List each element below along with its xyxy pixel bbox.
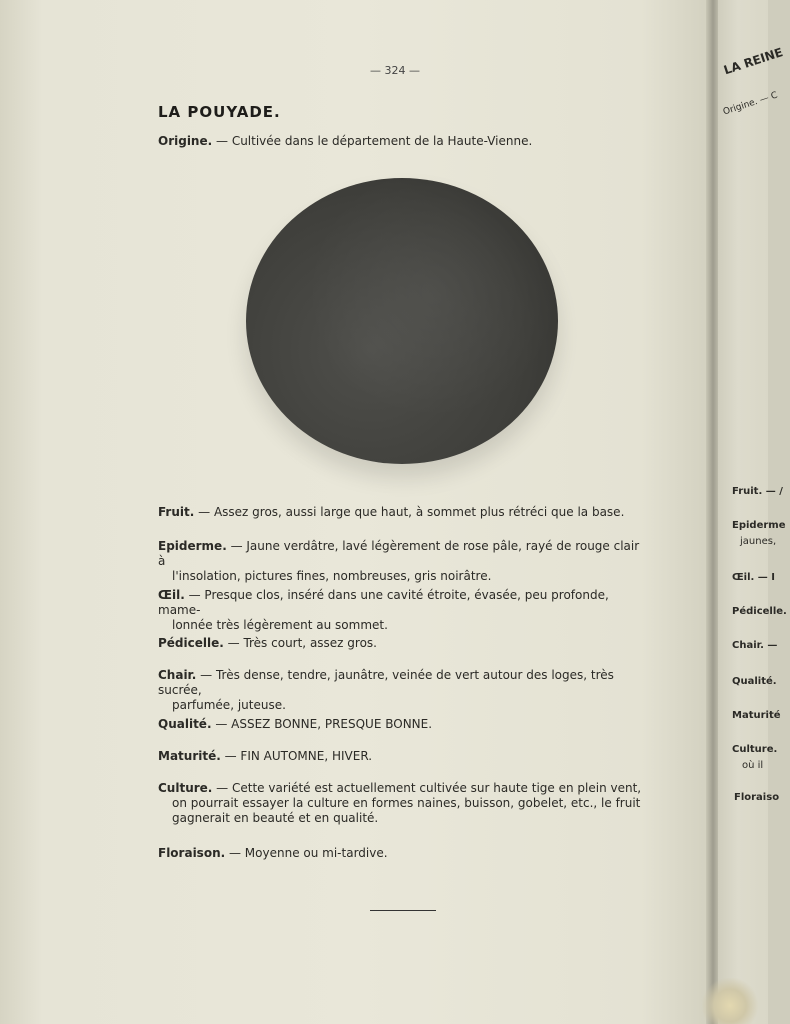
page-title: LA POUYADE.: [158, 103, 281, 121]
entry-label: Epiderme.: [158, 539, 227, 553]
entry-floraison: [158, 846, 643, 861]
entry-text-cont: parfumée, juteuse.: [172, 698, 286, 712]
entry-label: Fruit.: [158, 505, 195, 519]
entry-text: — Jaune verdâtre, lavé légèrement de rose pâle, rayé de rouge clair à: [158, 539, 640, 568]
entry-qualite: [158, 717, 643, 732]
entry-text: — Presque clos, inséré dans une cavité étroite, évasée, peu profonde, mame-: [158, 588, 609, 617]
origin-text: — Cultivée dans le département de la Haute-Vienne.: [212, 134, 533, 148]
origin-line: [158, 134, 532, 148]
right-page-origin: Origine. — C: [722, 90, 779, 118]
right-label-culture: Culture.: [732, 744, 778, 755]
right-label-fruit: Fruit. — /: [732, 486, 783, 497]
right-page: [718, 0, 787, 1024]
entry-oeil: [158, 588, 643, 633]
right-label-qualite: Qualité.: [732, 676, 777, 687]
entry-pedicelle: [158, 636, 643, 651]
entry-label: Œil.: [158, 588, 185, 602]
entry-text-cont: gagnerait en beauté et en qualité.: [172, 811, 379, 825]
entry-label: Maturité.: [158, 749, 221, 763]
entry-text-cont: l'insolation, pictures fines, nombreuses, gris noirâtre.: [172, 569, 492, 583]
corner-stamp: [700, 978, 760, 1024]
fruit-illustration: [246, 178, 558, 464]
end-rule: [370, 910, 436, 911]
entry-text: — Assez gros, aussi large que haut, à sommet plus rétréci que la base.: [194, 505, 625, 519]
entry-culture: [158, 781, 643, 826]
entry-fruit: [158, 505, 643, 520]
right-label-floraison: Floraiso: [734, 792, 780, 803]
right-label-ou-il: où il: [742, 760, 764, 771]
right-label-maturite: Maturité: [732, 710, 781, 721]
right-label-oeil: Œil. — I: [732, 572, 776, 583]
entry-label: Floraison.: [158, 846, 226, 860]
entry-text: — Cette variété est actuellement cultivée sur haute tige en plein vent,: [212, 781, 642, 795]
entry-text: — Très court, assez gros.: [223, 636, 377, 650]
entry-text: — ASSEZ BONNE, PRESQUE BONNE.: [211, 717, 433, 731]
origin-label: Origine.: [158, 134, 213, 148]
right-label-pedicelle: Pédicelle.: [732, 606, 787, 617]
right-label-jaunes: jaunes,: [740, 536, 777, 547]
page-number: — 324 —: [370, 64, 420, 77]
entry-label: Pédicelle.: [158, 636, 224, 650]
entry-epiderme: [158, 539, 643, 584]
entry-label: Chair.: [158, 668, 197, 682]
right-label-epiderme: Epiderme: [732, 520, 786, 531]
right-label-chair: Chair. —: [732, 640, 778, 651]
entry-maturite: [158, 749, 643, 764]
entry-label: Culture.: [158, 781, 213, 795]
entry-text: — Moyenne ou mi-tardive.: [225, 846, 388, 860]
entry-text: — Très dense, tendre, jaunâtre, veinée de vert autour des loges, très sucrée,: [158, 668, 614, 697]
entry-text: — FIN AUTOMNE, HIVER.: [220, 749, 373, 763]
entry-text-cont: lonnée très légèrement au sommet.: [172, 618, 388, 632]
entry-label: Qualité.: [158, 717, 212, 731]
entry-chair: [158, 668, 643, 713]
right-page-heading: LA REINE: [722, 45, 785, 78]
entry-text-cont: on pourrait essayer la culture en formes naines, buisson, gobelet, etc., le fruit: [172, 796, 641, 810]
